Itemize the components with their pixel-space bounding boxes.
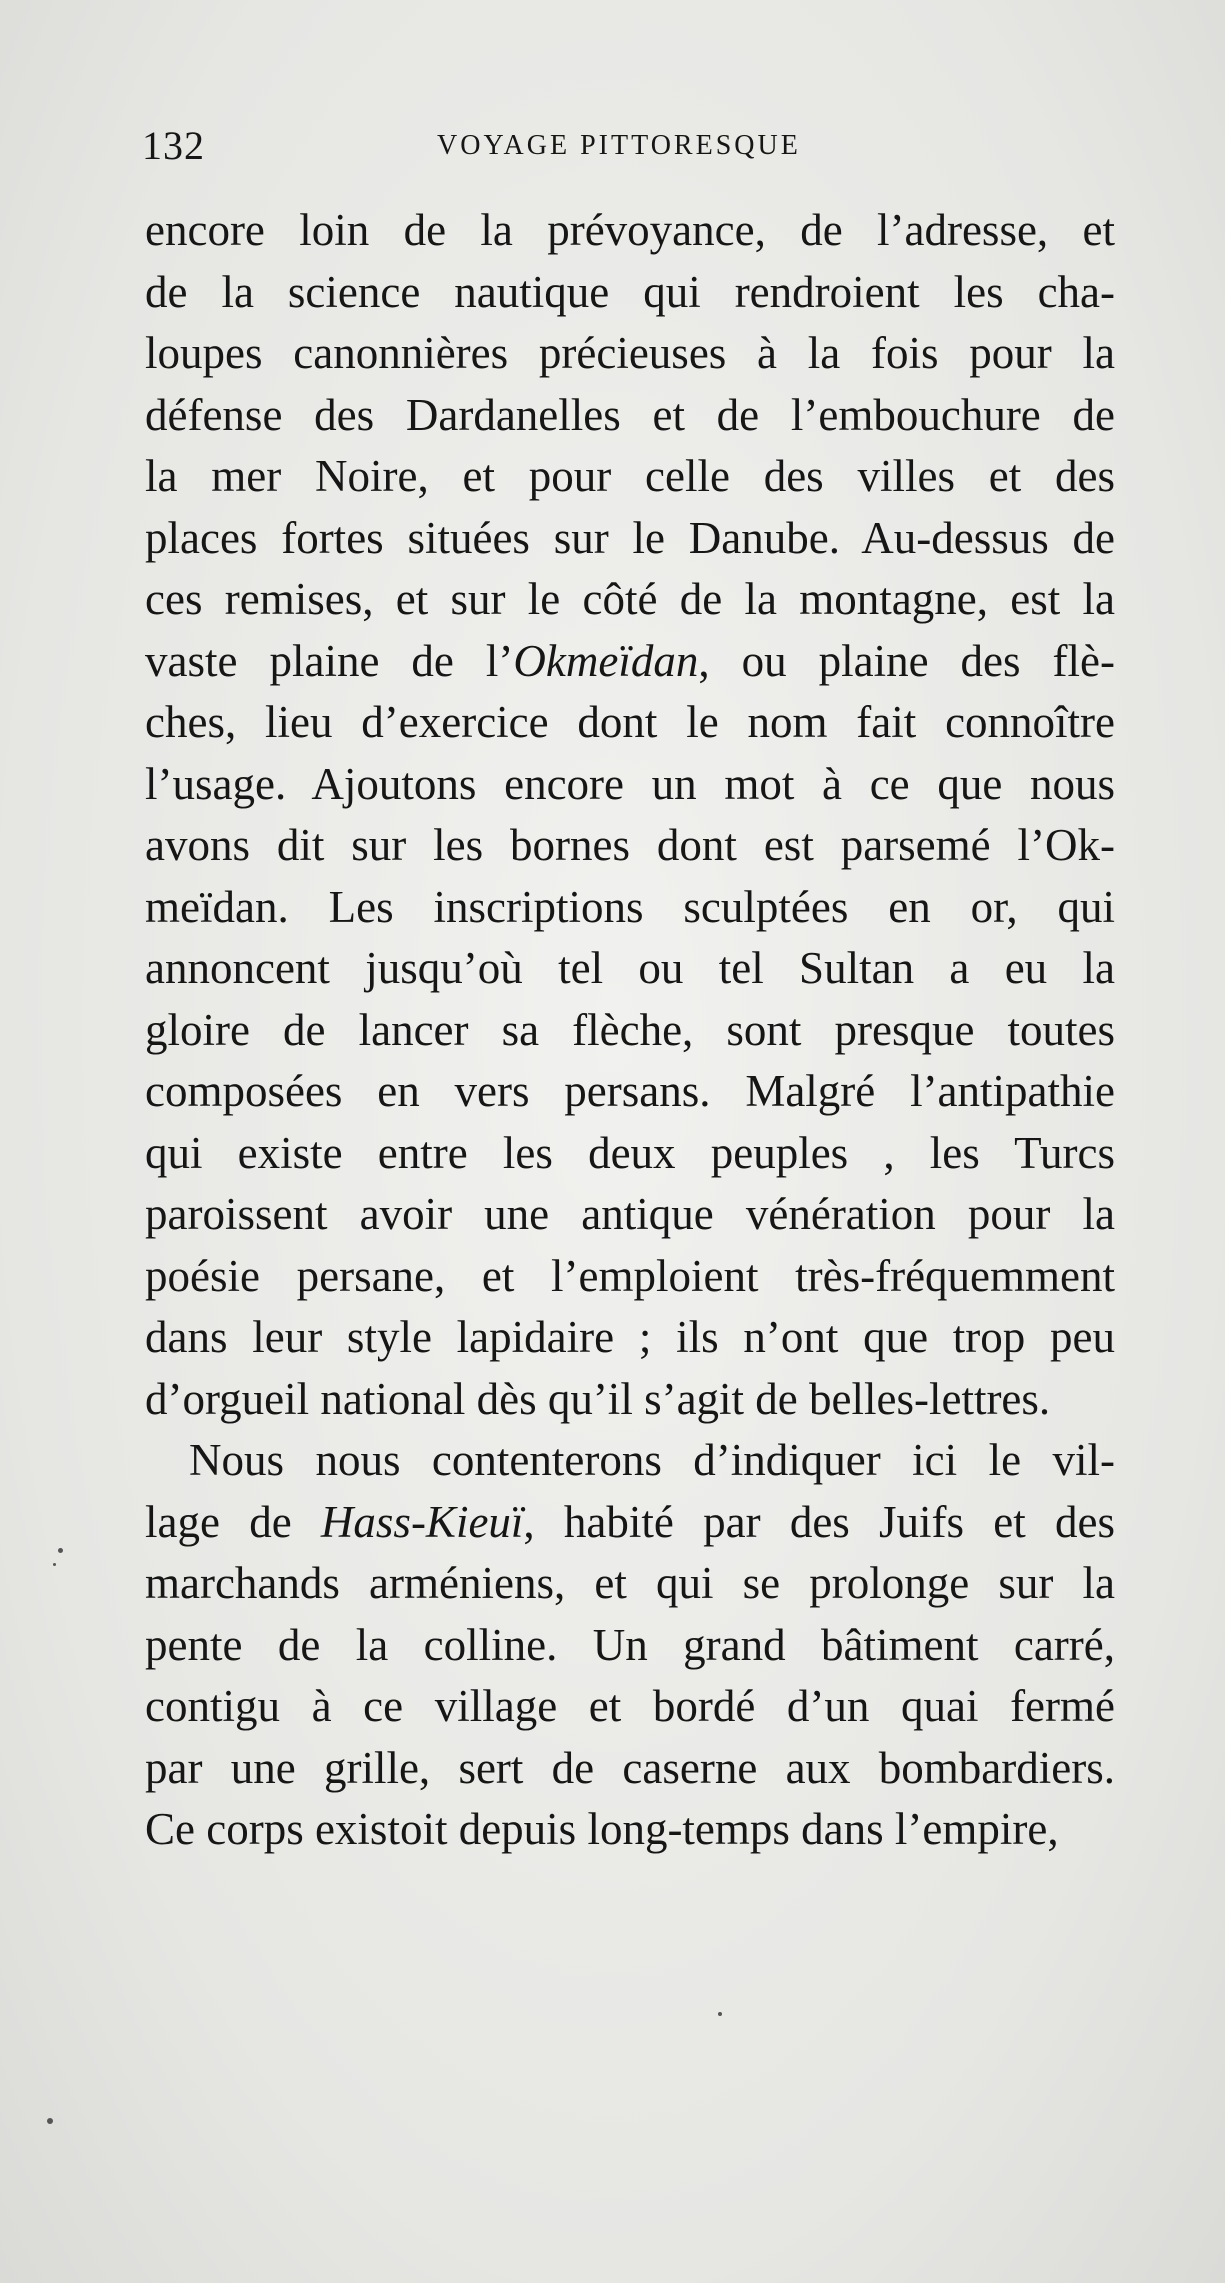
text-segment: défense des Dardanelles et de l’embouchure de	[145, 389, 1115, 440]
text-line	[145, 1738, 1115, 1800]
text-line	[145, 569, 1115, 631]
paper-speck	[47, 2118, 53, 2124]
text-line	[145, 323, 1115, 385]
text-segment: Nous nous contenterons d’indiquer ici le vil-	[189, 1435, 1115, 1485]
italic-term: Hass-Kieuï	[320, 1496, 524, 1547]
text-line	[145, 262, 1115, 324]
text-line	[145, 1123, 1115, 1185]
text-line	[145, 385, 1115, 447]
body-text	[145, 200, 1115, 1861]
text-segment: la mer Noire, et pour celle des villes et des	[145, 451, 1115, 501]
text-segment: qui existe entre les deux peuples , les Turcs	[145, 1127, 1115, 1178]
text-segment: ces remises, et sur le côté de la montagne, est la	[145, 574, 1115, 624]
text-line	[145, 1492, 1115, 1554]
text-segment: vaste plaine de l’	[145, 635, 514, 686]
text-segment: pente de la colline. Un grand bâtiment carré,	[145, 1619, 1115, 1670]
text-segment: paroissent avoir une antique vénération pour la	[145, 1189, 1115, 1239]
text-line	[145, 1430, 1115, 1492]
text-line	[145, 1246, 1115, 1308]
text-line	[145, 938, 1115, 1000]
text-line	[145, 815, 1115, 877]
text-segment: loupes canonnières précieuses à la fois pour la	[145, 328, 1115, 378]
text-line	[145, 446, 1115, 508]
text-line	[145, 200, 1115, 262]
text-line	[145, 1799, 1115, 1861]
text-segment: , habité par des Juifs et des	[523, 1496, 1116, 1547]
text-segment: d’orgueil national dès qu’il s’agit de belles-lettres.	[145, 1373, 1051, 1424]
running-title: VOYAGE PITTORESQUE	[437, 130, 801, 161]
paper-speck	[53, 1563, 56, 1566]
text-segment: meïdan. Les inscriptions sculptées en or, qui	[145, 881, 1115, 932]
text-line	[145, 1676, 1115, 1738]
text-segment: encore loin de la prévoyance, de l’adresse, et	[145, 205, 1115, 255]
text-segment: contigu à ce village et bordé d’un quai fermé	[145, 1681, 1115, 1731]
text-segment: de la science nautique qui rendroient les cha-	[145, 266, 1115, 317]
text-line	[145, 754, 1115, 816]
text-segment: , ou plaine des flè-	[698, 635, 1115, 686]
text-segment: marchands arméniens, et qui se prolonge sur la	[145, 1558, 1115, 1608]
text-segment: annoncent jusqu’où tel ou tel Sultan a eu la	[145, 943, 1115, 993]
text-segment: places fortes situées sur le Danube. Au-dessus de	[145, 512, 1115, 563]
text-line	[145, 1553, 1115, 1615]
paper-speck	[718, 2012, 722, 2016]
text-line	[145, 1615, 1115, 1677]
text-line	[145, 877, 1115, 939]
italic-term: Okmeïdan	[513, 635, 699, 686]
text-segment: Ce corps existoit depuis long-temps dans l’empire,	[145, 1804, 1059, 1854]
text-segment: par une grille, sert de caserne aux bombardiers.	[145, 1742, 1115, 1793]
text-line	[145, 1000, 1115, 1062]
text-segment: dans leur style lapidaire ; ils n’ont que trop peu	[145, 1312, 1115, 1362]
text-line	[145, 1307, 1115, 1369]
page-number: 132	[142, 123, 205, 168]
text-line	[145, 1061, 1115, 1123]
text-segment: lage de	[145, 1496, 321, 1547]
text-segment: composées en vers persans. Malgré l’antipathie	[145, 1066, 1115, 1116]
text-line	[145, 631, 1115, 693]
text-line	[145, 1369, 1115, 1431]
text-segment: avons dit sur les bornes dont est parsemé l’Ok-	[145, 820, 1115, 870]
text-segment: ches, lieu d’exercice dont le nom fait connoître	[145, 697, 1115, 747]
page-header	[142, 122, 1114, 172]
text-line	[145, 508, 1115, 570]
text-segment: poésie persane, et l’emploient très-fréquemment	[145, 1250, 1115, 1301]
text-line	[145, 1184, 1115, 1246]
text-line	[145, 692, 1115, 754]
text-segment: l’usage. Ajoutons encore un mot à ce que nous	[145, 758, 1115, 809]
paper-speck	[58, 1548, 63, 1553]
text-segment: gloire de lancer sa flèche, sont presque toutes	[145, 1004, 1115, 1055]
